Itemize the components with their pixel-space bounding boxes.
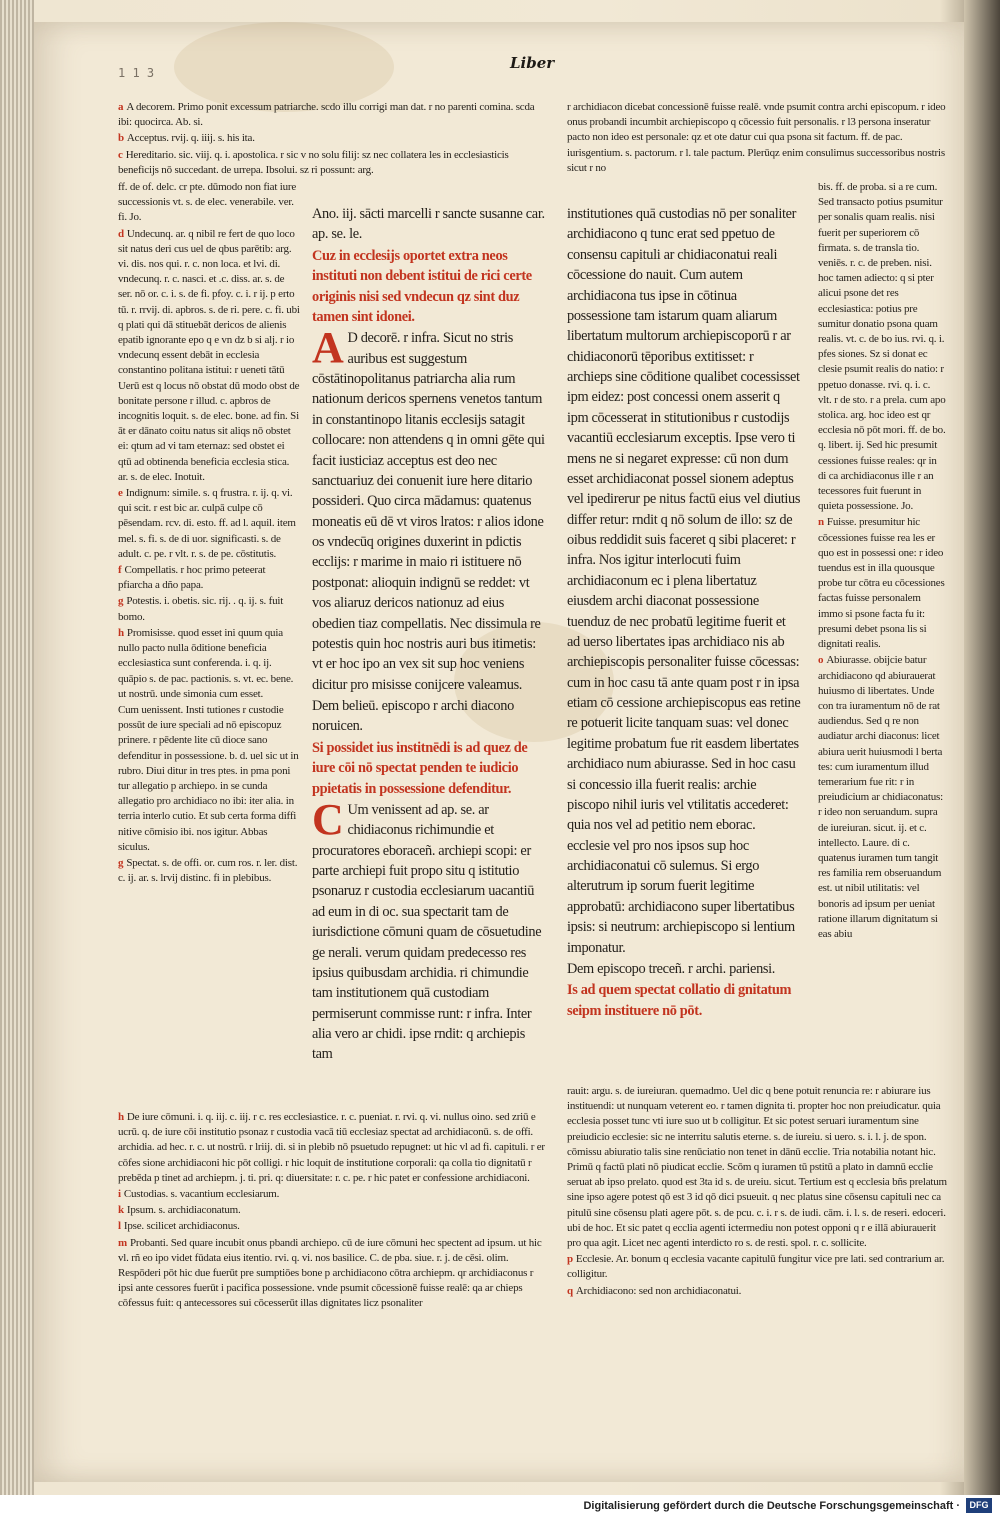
gloss-narrow-left bbox=[118, 180, 300, 887]
gloss-text: Spectat. s. de offi. or. cum ros. r. ler. dist. c. ij. ar. s. lrvij distinc. fi in plebibus. bbox=[118, 856, 298, 885]
paragraph-text: Dem belieū. episcopo r archi diacono noruicen. bbox=[312, 698, 514, 735]
page-edge-right bbox=[964, 0, 1000, 1495]
gloss-entry bbox=[118, 1219, 548, 1234]
paragraph-text: D decorē. r infra. Sicut no stris auribus est suggestum cōstātinopolitanus patriarcha alia rum nationum dericos spernens venetos tantum in constantinopo litanis ecclesijs satagit collocare: non attendens q in omni gēte qui facit iusticiaz acceptus est deo nec sanctuariuz dei conuenit iure here ditario possideri. Quo circa mādamus: quatenus moneatis eū dē vt viros lratos: r alios idone os vndecūq origines duxerint in pdictis ecclijs: r marime in maio ri istituere nō postponat: alioquin indignū se reddet: vt vos aliaruz dericos nationuz ad eius obedien tiaz compellatis. Nec dissimula re potestis quin hoc nostris auri bus itimetis: vt er hoc ipo an vex sit sup hoc veniens dicitur pro misisse conijcere valeamus. bbox=[312, 330, 545, 693]
gloss-marker: k bbox=[118, 1204, 124, 1217]
gloss-entry bbox=[118, 180, 300, 226]
rubric-summary bbox=[312, 738, 546, 799]
gloss-marker: l bbox=[118, 1220, 121, 1233]
decorated-initial: A bbox=[312, 323, 344, 373]
page-edge-left bbox=[0, 0, 34, 1495]
gloss-marker: d bbox=[118, 227, 124, 240]
gloss-text: Custodias. s. vacantium ecclesiarum. bbox=[123, 1188, 280, 1201]
gloss-marker: b bbox=[118, 132, 124, 145]
gloss-entry bbox=[118, 1187, 548, 1202]
main-text-right-column bbox=[567, 204, 801, 1022]
gloss-entry bbox=[118, 856, 300, 886]
footer-bar bbox=[0, 1495, 1000, 1518]
rubric-heading bbox=[567, 959, 801, 979]
gloss-marker: h bbox=[118, 626, 124, 639]
gloss-entry bbox=[118, 227, 300, 485]
gloss-text: Undecunq. ar. q nibil re fert de quo loco sit natus deri cus uel de qbus parētib: arg. vi. dis. nos qui. r. c. non loca. et lvi. di. vndecunq. r. c. nasci. et .c. diss. ar. s. de ser. nō or. c. i. s. de fi. pfoy. c. i. r ij. p erto tū. r. rrvij. di. apbros. s. de ri. pere. c. fi. ubi q plati qui dā stituebāt dericos de alienis epatib ignorante epo q e vn dz b si alj. r io vndecunq essent debāt in ecclesia constantino politana istitui: r ueneti tātū Uerū est q locus nō obstat dū modo obst de bonitate persone r illud. c. apbros de incognitis loquit. s. de elec. bone. ad fin. Si āt er dānato coitu natus sit aliqs nō obstet ei: qtum ad vi tam eternaz: sed obstet ei qtū ad obtinenda beneficia ecclesia stica. ar. s. de elec. Inotuit. bbox=[118, 227, 300, 483]
gloss-marker: h bbox=[118, 1111, 124, 1123]
gloss-text: Indignum: simile. s. q frustra. r. ij. q. vi. qui scit. r est bic ar. culpā culpe cō pēsendam. rcv. di. esto. ff. ad l. aquil. item mel. s. fi. s. de di uor. significasti. s. de adult. c. pe. r vlt. r. s. de pe. cōstitutis. bbox=[118, 487, 296, 560]
main-paragraph bbox=[312, 323, 546, 695]
gloss-entry bbox=[118, 626, 300, 702]
gloss-text: A decorem. Primo ponit excessum patriarche. scdo illu corrigi man dat. r no parenti comina. scda ibi: quocirca. Ab. si. bbox=[118, 101, 535, 129]
gloss-bottom-left bbox=[118, 1110, 548, 1313]
gloss-marker: e bbox=[118, 487, 123, 500]
gloss-text: Compellatis. r hoc primo peteerat pfiarcha a dño papa. bbox=[118, 564, 266, 592]
gloss-text: Ipse. scilicet archidiaconus. bbox=[123, 1220, 240, 1233]
paper-stain bbox=[174, 22, 394, 112]
rubric-summary bbox=[312, 246, 546, 328]
gloss-marker: g bbox=[118, 856, 124, 869]
page-mark: 1 1 3 bbox=[118, 66, 155, 80]
gloss-marker: a bbox=[118, 101, 124, 113]
gloss-text: Archidiacono: sed non archidiaconatui. bbox=[575, 1284, 742, 1297]
gloss-text: Abiurasse. obijcie batur archidiacono qd abiurauerat huiusmo di libertates. Unde con tra iuramentum nō de rat audiendus. Sed q re non audiatur archi diaconus: licet abiura uerit huiusmodi l berta tes: cum iuramentum illud temerarium fue rit: r in preiudicium ar chidiaconatus: r ideo non seruandum. supra de iureiuran. sicut. ij. et c. intellecto. Laure. di c. quatenus iuramen tum tangit res familia rem obseruandum est. ut nibil utilitatis: vel bonoris ad ipsum per ueniat ratione illarum dignitatum si eas abiu bbox=[818, 654, 943, 940]
paragraph-text: Si possidet ius institnēdi is ad quez de iure cōi nō spectat penden te iudicio ppietatis in possessione defenditur. bbox=[312, 739, 528, 797]
main-paragraph bbox=[312, 794, 546, 1065]
gloss-entry bbox=[118, 594, 300, 624]
paragraph-text: Um venissent ad ap. se. ar chidiaconus richimundie et procuratores eboraceñ. archiepi scopi: er parte archiepi fuit propo situ q istitutio psonaruz r custodia ecclesiarum uacantiū ad eum in di oc. sua spectarit tam de iurisdictione cōmuni quam de cōsuetudine ge nerali. verum quidam predecesso res ipsius quibusdam archidia. ri chimundie tam institutionem quā custodiam permiserunt commisse runt: r infra. Inter alia vero ar chidi. ipse rndit: q archiepis tam bbox=[312, 801, 542, 1063]
funding-credit: Digitalisierung gefördert durch die Deutsche Forschungsgemeinschaft · bbox=[583, 1500, 960, 1512]
rubric-heading bbox=[312, 204, 546, 245]
gloss-text: Ecclesie. Ar. bonum q ecclesia vacante capitulū fungitur vice pre lati. sed contrarium ar. colligitur. bbox=[567, 1253, 945, 1281]
gloss-entry bbox=[567, 100, 947, 176]
gloss-entry bbox=[567, 1252, 947, 1282]
gloss-text: Probanti. Sed quare incubit onus pbandi archiepo. cū de iure cōmuni hec spectent ad ipsum. ut hic vl. rñ eo ipo videt fūdata eius itentio. rvi. q. vi. nos basilice. C. de pba. siue. r. j. de cēsi. olim. Respōderi pōt hic due fuerūt pre sumptiōes bone p archidiacono cōtra archiepm. qr archidiaconus r ipsi ante cessores fuerūt i pacifica possessione. vnde psumit cōcessionē fuisse realē: qa ar chieps cōfessus fuit: q antecessores sui cōcesserūt illas dignitates licz psonaliter bbox=[118, 1236, 542, 1310]
gloss-marker: c bbox=[118, 148, 123, 161]
gloss-entry bbox=[118, 563, 300, 593]
gloss-entry bbox=[567, 1284, 947, 1299]
running-title: Liber bbox=[510, 54, 555, 72]
gloss-bottom-right bbox=[567, 1084, 947, 1300]
gloss-top-right bbox=[567, 100, 947, 177]
gloss-entry bbox=[818, 653, 946, 942]
gloss-marker: q bbox=[567, 1284, 573, 1297]
gloss-text: Ipsum. s. archidiaconatum. bbox=[126, 1204, 241, 1217]
gloss-text: Fuisse. presumitur hic cōcessiones fuisse rea les er quo est in possessi one: r ideo tuendus est in illa quousque probe tur cōtra eu cōcessiones factas fuisse personalem immo si psone facta fu it: presumi debet psona lis si dignitati realis. bbox=[818, 516, 945, 651]
gloss-marker: f bbox=[118, 564, 122, 577]
gloss-text: Cum uenissent. Insti tutiones r custodie possūt de iure speciali ad nō episcopuz prinere. r pēdente lite cū dioce sano defenditur in possessione. b. d. uel sic ut in rubro. Diui ditur in tres ptes. in pma poni tur allegatio p archiepo. in se cunda allegatio pro archidiaco no ibi: iter alia. in terria interlo cutio. Et sub certa forma diffi nitive cōmisio ibi. nos igitur. Abbas siculus. bbox=[118, 703, 299, 853]
decorated-initial: C bbox=[312, 794, 344, 844]
gloss-text: Hereditario. sic. viij. q. i. apostolica. r sic v no solu filij: sz nec collatera les in ecclesiasticis beneficijs nō succedant. de urrepa. Ibsolui. sz ri possunt: arg. bbox=[118, 148, 509, 176]
gloss-entry bbox=[818, 515, 946, 652]
paragraph-text: Dem episcopo treceñ. r archi. pariensi. bbox=[567, 960, 776, 977]
paragraph-text: institutiones quā custodias nō per sonaliter archidiacono q tunc erat sed ppetuo de consensu capituli ar chidiaconatui reali cōcessione do nauit. Cum autem archidiacona tus ipse in cōtinua possessione tam istarum quam aliarum libertatum multorum archiepiscoporū r ar chidiaconorū tēporibus extitisset: r archieps sine cōditione qualibet cocessisset ipm eidez: post concessi onem asserit q ipm cōcesserat in stitutionibus r custodijs vacantiū ecclesiarum exceptis. Ipse vero ti mens ne si negaret expresse: cū non dum esset archidiaconat possel sionem adeptus vel ipedirerur pe nitus factū eius vel diutius differ retur: rndit q nō solum de illo: sz de oibus reddidit suis faceret q sibi placeret: r infra. Nos igitur interlocuti fuim archidiaconum ec i plena libertatuz eiusdem archi diaconat possessione tuenduz de nec probatū legitime fuerit et ad uerso libertates ipas archidiaco nis ab archiepiscopis personaliter fuisse cōcessas: cum in hoc casu tā ante quam post r in ipsa etiam cō cessione archiepiscopus eas retine re potuerit licite tanquam suas: vel donec legitime probatum fue rit easdem libertates archidiaco num abiurasse. Sed in hoc casu si concessio illa fuerit realis: archie piscopo nihil iuris vel vtilitatis accederet: quia nos vel ad petitio nem eborac. ecclesie vel pro nos ipsos sup hoc archidiaconatui cō sulemus. Si ergo alterutrum ip sorum fuerit legitime approbatū: archidiacono super libertatibus ipsis: si neutrum: archiepiscopo si lentium imponatur. bbox=[567, 206, 801, 956]
gloss-narrow-right bbox=[818, 180, 946, 943]
gloss-entry bbox=[118, 486, 300, 562]
rubric-summary bbox=[567, 980, 801, 1021]
gloss-marker: o bbox=[818, 654, 824, 667]
gloss-text: r archidiacon dicebat concessionē fuisse realē. vnde psumit contra archi episcopum. r ideo onus probandi incumbit archiepiscopo q cōcessio fuit personalis. r l3 persona inseratur pacto non ideo est personale: qz et ote datur cui qua psona sit factum. ff. de pac. iurisgentium. s. pactorum. r l. tale pactum. Plerūqz enim consulimus successoribus nostris sicut r no bbox=[567, 101, 946, 174]
gloss-text: Potestis. i. obetis. sic. rij. . q. ij. s. fuit bomo. bbox=[118, 595, 284, 623]
gloss-entry bbox=[118, 131, 546, 146]
gloss-marker: n bbox=[818, 516, 824, 529]
gloss-text: Promisisse. quod esset ini quum quia nullo pacto nulla ōditione beneficia ecclesiastica sunt conferenda. i. q. ij. quāpio s. de pac. pactionis. s. vt. ec. bene. ut nostrū. unde simonia cum esset. bbox=[118, 626, 294, 700]
paragraph-text: Ano. iij. sācti marcelli r sancte susanne car. ap. se. le. bbox=[312, 206, 545, 243]
gloss-marker: i bbox=[118, 1188, 121, 1201]
main-text-left-column bbox=[312, 204, 546, 1066]
gloss-entry bbox=[118, 100, 546, 130]
gloss-text: Acceptus. rvij. q. iiij. s. his ita. bbox=[126, 132, 255, 145]
gloss-text: De iure cōmuni. i. q. iij. c. iij. r c. res ecclesiastice. r. c. pueniat. r. rvi. q. vi. nullus oino. sed zriū e ucrū. q. de iure cōi institutio psonaz r custodia vacā tiū ecclesiaz spectat ad archidiaconū. s. de offi. archidia. ad hec. r. c. ut nostrū. r lriij. di. si in plebib nō psuetudo repugnet: ut hic vl ad fi. capituli. r er cōfes sione archidiaconi hic pōt colligi. r hic loquit de institutione corporali: qa colla tio dignitatū r prebēda p tinet ad archiepm. j. ti. pri. q: diuersitate: r. c. pe. r hic patet er confessione archidiaconi. bbox=[118, 1111, 545, 1184]
gloss-marker: m bbox=[118, 1236, 127, 1249]
gloss-text: bis. ff. de proba. si a re cum. Sed transacto potius psumitur per sonalis quam realis. nisi fuerit per superiorem cō firmata. s. de transla tio. veniēs. r. c. de preben. nisi. hoc tamen adiecto: q si pter alicui psone det res ecclesiastica: potius pre sumitur donatio psona quam realis. vt. c. de bo ius. rvi. q. i. pfes siones. Sz si donat ec clesie psumit realis do natio: r ppetuo donasse. rvi. q. i. c. vlt. r de sto. r a prela. cum apo stolica. arg. hoc ideo est qr ecclesia nō pōt mori. ff. de bo. q. libert. ij. Sed hic presumit cessiones fuisse reales: qr in di ca archidiaconus ille r an tecessores fuit fuerunt in quieta possessione. Jo. bbox=[818, 181, 946, 513]
paragraph-text: Cuz in ecclesijs oportet extra neos instituti non debent istitui de rici certe originis nisi sed vndecun qz sint duz tamen sint idonei. bbox=[312, 247, 532, 325]
gloss-entry bbox=[118, 1110, 548, 1186]
gloss-text: rauit: argu. s. de iureiuran. quemadmo. Uel dic q bene potuit renuncia re: r abiurare ius instituendi: ut nunquam veterent eo. r tamen dignita ti. propter hoc non preiudicatur. quia ecclesia posset tunc vti iure suo ut b colligitur. Et sic potest seruari iuramentum sine preiudicio ecclesie: sic ne interritu salutis eterne. s. de iureiu. si uero. s. i. l. j. de spon. cōmissu abiuratio talis sine renūciatio non tenet in dānū ecclie. Tria notabilia notant hic. Primū q factū plati nō piudicat ecclie. Scōm q iuramen tū pstitū a plato in damnū ecclie seruat ab ipso prelato. quod est 3ta id s. de ureiu. sicut. Tertium est q ecclesia bñs prelatum sine ipso agere potest qō est 3 id qō dici psueuit. q nec platus sine cōsensu capituli nec ca pitulū sine cōsensu plati agere pōt. s. de pcu. c. i. r s. de iudi. cām. i. l. s. de reseri. edoceri. ubi de hoc. Et sic patet q ecclia agenti ictermediu non potest opponi q r e illā abiurauerit pro qua agit. Licet nec agenti interdicto ro s. de resti. spol. r. c. sollicite. bbox=[567, 1085, 947, 1250]
gloss-entry bbox=[567, 1084, 947, 1251]
rubric-heading bbox=[312, 696, 546, 737]
gloss-top-left bbox=[118, 100, 546, 179]
gloss-marker: g bbox=[118, 595, 124, 608]
gloss-marker: p bbox=[567, 1253, 573, 1266]
dfg-logo: DFG bbox=[966, 1498, 992, 1513]
gloss-text: ff. de of. delc. cr pte. dūmodo non fiat iure successionis vt. s. de elec. venerabile. ver. fi. Jo. bbox=[118, 181, 297, 224]
gloss-entry bbox=[118, 1236, 548, 1312]
main-paragraph bbox=[567, 204, 801, 958]
gloss-entry bbox=[118, 1203, 548, 1218]
gloss-entry bbox=[118, 148, 546, 178]
gloss-entry bbox=[118, 703, 300, 855]
paragraph-text: Is ad quem spectat collatio di gnitatum seipm instituere nō pōt. bbox=[567, 982, 792, 1019]
gloss-entry bbox=[818, 180, 946, 514]
